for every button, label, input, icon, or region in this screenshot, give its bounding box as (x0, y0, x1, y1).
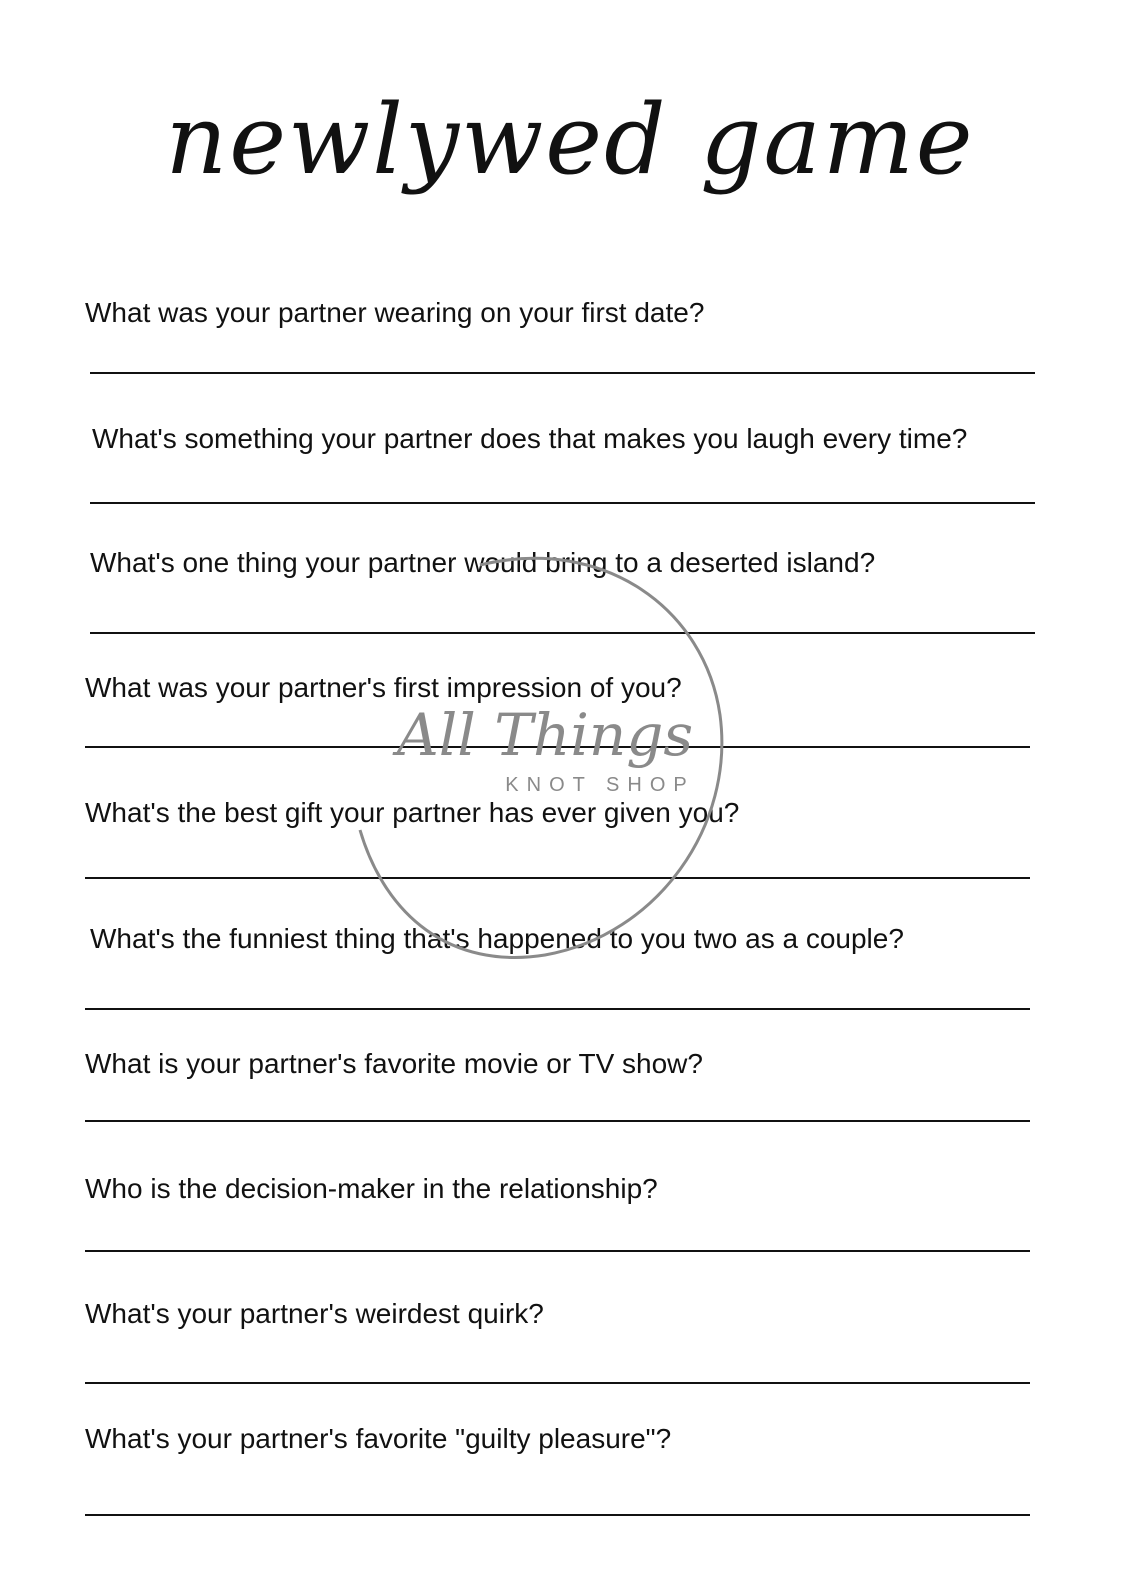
question-6: What's the funniest thing that's happened to you two as a couple? (90, 923, 904, 954)
answer-line-6[interactable] (85, 1008, 1030, 1010)
question-1: What was your partner wearing on your first date? (85, 297, 705, 328)
page-title (0, 58, 1140, 228)
answer-line-9[interactable] (85, 1382, 1030, 1384)
question-10: What's your partner's favorite "guilty pleasure"? (85, 1423, 672, 1454)
answer-line-2[interactable] (90, 502, 1035, 504)
answer-line-8[interactable] (85, 1250, 1030, 1252)
title-text: newlywed game (165, 84, 975, 196)
answer-line-4[interactable] (85, 746, 1030, 748)
answer-line-5[interactable] (85, 877, 1030, 879)
answer-line-10[interactable] (85, 1514, 1030, 1516)
answer-line-3[interactable] (90, 632, 1035, 634)
watermark-ring-icon (360, 558, 722, 957)
question-8: Who is the decision-maker in the relationship? (85, 1173, 658, 1204)
watermark-logo (340, 545, 760, 985)
watermark-subtitle: KNOT SHOP (505, 774, 695, 796)
question-3: What's one thing your partner would bring to a deserted island? (90, 547, 876, 578)
question-7: What is your partner's favorite movie or TV show? (85, 1048, 703, 1079)
question-2: What's something your partner does that makes you laugh every time? (92, 423, 968, 454)
question-5: What's the best gift your partner has ever given you? (85, 797, 740, 828)
shop-watermark (340, 545, 760, 985)
question-4: What was your partner's first impression of you? (85, 672, 682, 703)
title-script (0, 58, 1140, 228)
answer-line-7[interactable] (85, 1120, 1030, 1122)
question-9: What's your partner's weirdest quirk? (85, 1298, 544, 1329)
answer-line-1[interactable] (90, 372, 1035, 374)
watermark-script-text: All Things (396, 701, 694, 769)
